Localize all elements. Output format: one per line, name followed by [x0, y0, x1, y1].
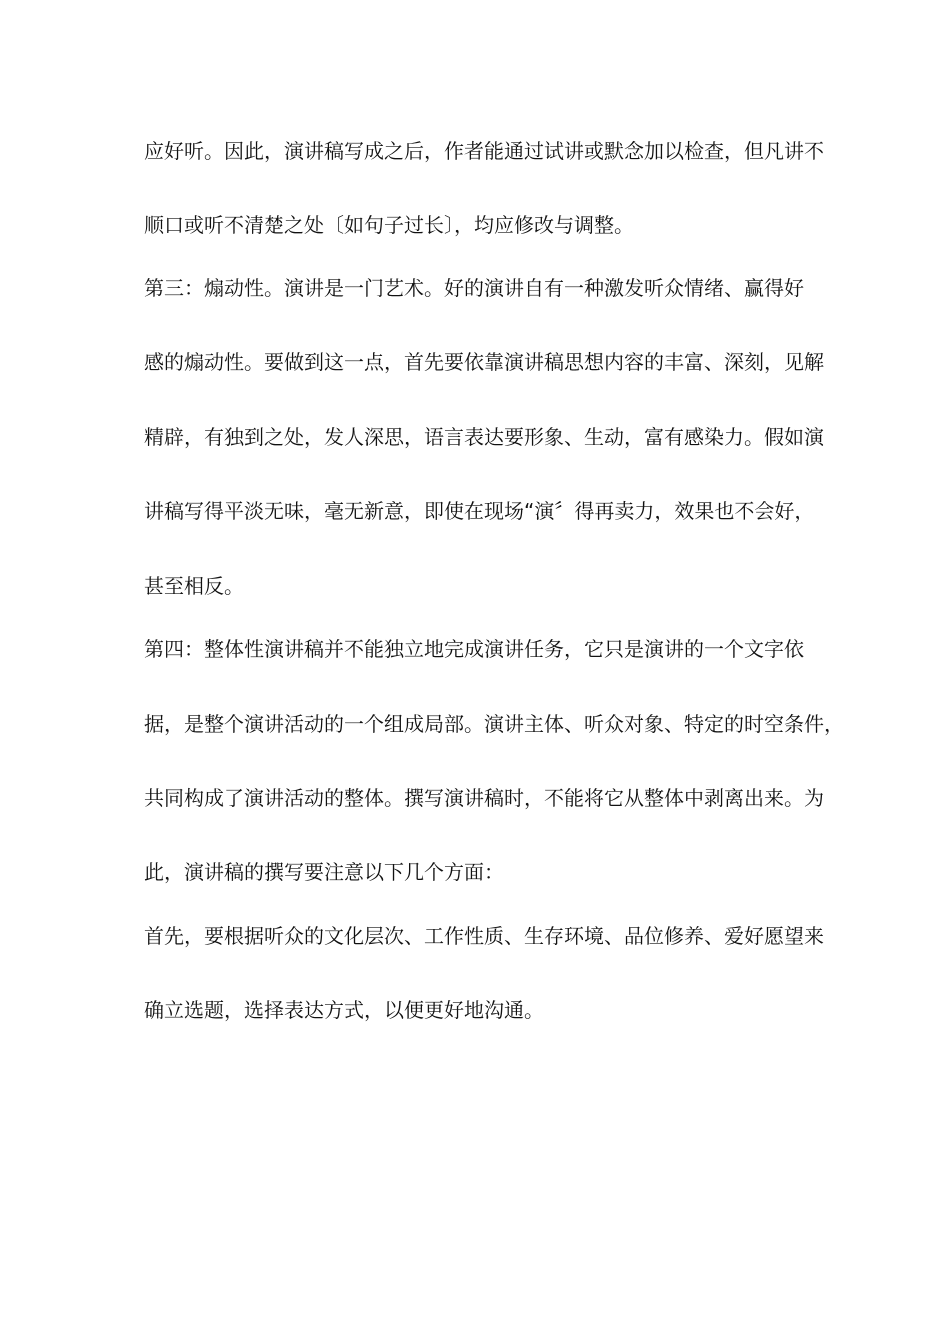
text-line: 感的煽动性。要做到这一点，首先要依靠演讲稿思想内容的丰富、深刻，见解: [144, 350, 824, 374]
paragraph-heading-line: 第三：煽动性。演讲是一门艺术。好的演讲自有一种激发听众情绪、赢得好: [144, 276, 804, 300]
text-line: 顺口或听不清楚之处〔如句子过长〕，均应修改与调整。: [144, 213, 634, 237]
text-line: 精辟，有独到之处，发人深思，语言表达要形象、生动，富有感染力。假如演: [144, 425, 824, 449]
text-line: 此，演讲稿的撰写要注意以下几个方面：: [144, 860, 504, 884]
paragraph-heading-line: 第四：整体性演讲稿并不能独立地完成演讲任务，它只是演讲的一个文字依: [144, 637, 804, 661]
text-line: 应好听。因此，演讲稿写成之后，作者能通过试讲或默念加以检查，但凡讲不: [144, 139, 824, 163]
text-line: 共同构成了演讲活动的整体。撰写演讲稿时，不能将它从整体中剥离出来。为: [144, 786, 824, 810]
paragraph-start-line: 首先，要根据听众的文化层次、工作性质、生存环境、品位修养、爱好愿望来: [144, 924, 824, 948]
text-line: 确立选题，选择表达方式，以便更好地沟通。: [144, 998, 544, 1022]
text-line: 甚至相反。: [144, 574, 244, 598]
text-line: 据，是整个演讲活动的一个组成局部。演讲主体、听众对象、特定的时空条件，: [144, 712, 844, 736]
text-line: 讲稿写得平淡无味，毫无新意，即使在现场“演〞得再卖力，效果也不会好，: [144, 499, 815, 523]
